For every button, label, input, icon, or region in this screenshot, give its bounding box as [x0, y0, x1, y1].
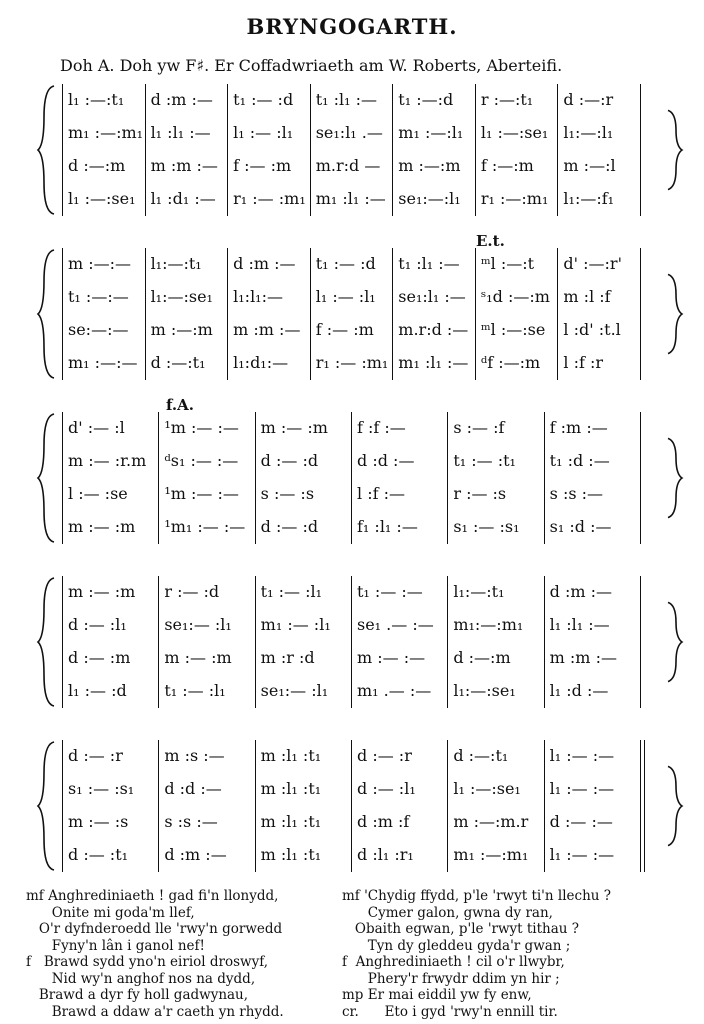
solfa-cell: r :— :s	[453, 484, 507, 503]
solfa-cell: l₁ :— :—	[549, 845, 615, 864]
solfa-cell: l₁ :d :—	[549, 681, 609, 700]
solfa-cell: ᵐl :—:se	[480, 320, 546, 339]
solfa-cell: l₁:—:l₁	[563, 123, 614, 142]
solfa-cell: m :— :m	[164, 648, 232, 667]
right-brace	[664, 84, 686, 216]
solfa-cell: se₁ .— :—	[357, 615, 434, 634]
solfa-cell: ᵈf :—:m	[480, 353, 541, 372]
key-and-dedication: Doh A. Doh yw F♯. Er Coffadwriaeth am W. Roberts, Aberteifi.	[60, 56, 563, 75]
solfa-cell: ˢ₁d :—:m	[480, 287, 550, 306]
solfa-cell: m :r :d	[260, 648, 315, 667]
solfa-cell: s :— :s	[260, 484, 315, 503]
hymn-title: BRYNGOGARTH.	[246, 14, 458, 39]
solfa-cell: l₁:—:se₁	[453, 681, 516, 700]
solfa-cell: d' :—:r'	[563, 254, 622, 273]
solfa-cell: m :— :m	[68, 517, 136, 536]
left-brace	[36, 740, 58, 872]
solfa-cell: d' :— :l	[68, 418, 125, 437]
solfa-cell: t₁ :l₁ :—	[315, 90, 378, 109]
solfa-cell: d :— :d	[260, 517, 319, 536]
solfa-cell: m :l₁ :t₁	[260, 812, 322, 831]
solfa-cell: m :— :m	[68, 582, 136, 601]
solfa-cell: d :m :—	[233, 254, 296, 273]
left-brace	[36, 248, 58, 380]
solfa-cell: f₁ :l₁ :—	[357, 517, 418, 536]
solfa-cell: m :l :f	[563, 287, 611, 306]
lyrics-right-column: mf 'Chydig ffydd, p'le 'rwyt ti'n llechu ? Cymer galon, gwna dy ran, Obaith egwan, p'le 'rwyt tithau ? Tyn dy gleddeu gyda'r gwan ; f Anghrediniaeth ! cil o'r llwybr, Phery'r frwydr ddim yn hir ; mp Er mai eiddil yw fy enw, cr. Eto i gyd 'rwy'n ennill tir.	[342, 888, 611, 1020]
solfa-cell: d :—:m	[68, 156, 126, 175]
solfa-cell: f :m :—	[549, 418, 608, 437]
solfa-cell: l₁:—:se₁	[150, 287, 213, 306]
solfa-cell: ¹m₁ :— :—	[164, 517, 246, 536]
solfa-cell: se₁:l₁ .—	[315, 123, 383, 142]
solfa-cell: l :f :—	[357, 484, 405, 503]
solfa-cell: m :—:m	[398, 156, 461, 175]
right-brace	[664, 576, 686, 708]
solfa-cell: m :l₁ :t₁	[260, 779, 322, 798]
solfa-cell: d :— :l₁	[357, 779, 416, 798]
solfa-cell: d :l₁ :r₁	[357, 845, 414, 864]
solfa-cell: m :— :r.m	[68, 451, 147, 470]
solfa-cell: f :—:m	[480, 156, 534, 175]
solfa-cell: s :— :f	[453, 418, 505, 437]
solfa-cell: m :m :—	[150, 156, 218, 175]
solfa-cell: m :—:m.r	[453, 812, 529, 831]
solfa-cell: f :— :m	[315, 320, 374, 339]
solfa-cell: s₁ :— :s₁	[68, 779, 135, 798]
solfa-cell: m₁ .— :—	[357, 681, 432, 700]
solfa-cell: ¹m :— :—	[164, 418, 239, 437]
solfa-cell: t₁ :— :l₁	[164, 681, 226, 700]
solfa-cell: l₁:—:t₁	[453, 582, 505, 601]
score-system	[10, 576, 690, 708]
solfa-cell: d :— :—	[549, 812, 613, 831]
solfa-cell: m₁:—:m₁	[453, 615, 524, 634]
solfa-cell: m :l₁ :t₁	[260, 845, 322, 864]
right-brace	[664, 412, 686, 544]
solfa-cell: l₁:—:f₁	[563, 189, 615, 208]
solfa-cell: d :— :d	[260, 451, 319, 470]
solfa-cell: f :— :m	[233, 156, 292, 175]
solfa-cell: m.r:d :—	[398, 320, 469, 339]
solfa-cell: m :—:—	[68, 254, 132, 273]
solfa-cell: l₁ :— :—	[549, 779, 615, 798]
solfa-cell: l :— :se	[68, 484, 128, 503]
solfa-cell: d :—:m	[453, 648, 511, 667]
solfa-cell: l₁ :— :—	[549, 746, 615, 765]
solfa-cell: m :s :—	[164, 746, 225, 765]
solfa-cell: r :— :d	[164, 582, 220, 601]
solfa-cell: d :—:t₁	[150, 353, 206, 372]
solfa-cell: m :m :—	[233, 320, 301, 339]
solfa-cell: m :— :s	[68, 812, 129, 831]
solfa-cell: m₁ :—:m₁	[68, 123, 144, 142]
solfa-cell: r₁ :— :m₁	[315, 353, 389, 372]
solfa-cell: ᵈs₁ :— :—	[164, 451, 239, 470]
solfa-cell: se₁:— :l₁	[164, 615, 232, 634]
score-system	[10, 412, 690, 544]
solfa-cell: t₁ :d :—	[549, 451, 610, 470]
solfa-cell: f :f :—	[357, 418, 406, 437]
solfa-cell: d :—:r	[563, 90, 614, 109]
end-bar-line	[640, 740, 641, 872]
solfa-cell: s₁ :— :s₁	[453, 517, 520, 536]
solfa-cell: d :m :—	[549, 582, 613, 601]
solfa-cell: l₁ :—:t₁	[68, 90, 125, 109]
solfa-cell: d :m :—	[150, 90, 213, 109]
solfa-cell: se₁:— :l₁	[260, 681, 329, 700]
solfa-cell: se₁:—:l₁	[398, 189, 461, 208]
solfa-cell: t₁ :— :l₁	[260, 582, 322, 601]
key-change-mark: E.t.	[476, 232, 505, 250]
solfa-cell: r₁ :—:m₁	[480, 189, 549, 208]
solfa-cell: l₁ :l₁ :—	[549, 615, 610, 634]
score-system	[10, 84, 690, 216]
solfa-cell: d :— :r	[68, 746, 123, 765]
solfa-cell: d :— :r	[357, 746, 412, 765]
solfa-cell: s₁ :d :—	[549, 517, 612, 536]
solfa-cell: m :—:l	[563, 156, 616, 175]
solfa-cell: d :d :—	[357, 451, 415, 470]
solfa-cell: r :—:t₁	[480, 90, 534, 109]
solfa-cell: m.r:d —	[315, 156, 381, 175]
solfa-cell: d :d :—	[164, 779, 222, 798]
end-bar-line	[640, 248, 641, 380]
solfa-cell: l₁:l₁:—	[233, 287, 283, 306]
solfa-cell: l₁ :—:se₁	[480, 123, 549, 142]
score-system	[10, 248, 690, 380]
solfa-cell: r₁ :— :m₁	[233, 189, 306, 208]
lyrics-left-column: mf Anghrediniaeth ! gad fi'n llonydd, Onite mi goda'm llef, O'r dyfnderoedd lle 'rwy'n gorwedd Fyny'n lân i ganol nef! f Brawd sydd yno'n eiriol droswyf, Nid wy'n anghof nos na dydd, Brawd a dyr fy holl gadwynau, Brawd a ddaw a'r caeth yn rhydd.	[26, 888, 284, 1020]
solfa-cell: m :—:m	[150, 320, 213, 339]
solfa-cell: l₁:—:t₁	[150, 254, 202, 273]
solfa-cell: s :s :—	[549, 484, 604, 503]
left-brace	[36, 576, 58, 708]
solfa-cell: t₁ :— :d	[315, 254, 376, 273]
solfa-cell: d :— :t₁	[68, 845, 129, 864]
solfa-cell: d :—:t₁	[453, 746, 509, 765]
solfa-cell: m :l₁ :t₁	[260, 746, 322, 765]
solfa-cell: l₁ :l₁ :—	[150, 123, 211, 142]
left-brace	[36, 84, 58, 216]
solfa-cell: t₁ :—:—	[68, 287, 129, 306]
score-system	[10, 740, 690, 872]
solfa-cell: m₁ :—:m₁	[453, 845, 529, 864]
solfa-cell: se:—:—	[68, 320, 129, 339]
end-bar-line	[640, 412, 641, 544]
solfa-cell: d :— :l₁	[68, 615, 127, 634]
solfa-cell: m₁ :l₁ :—	[315, 189, 386, 208]
solfa-cell: l₁ :— :l₁	[233, 123, 294, 142]
solfa-cell: l₁ :d₁ :—	[150, 189, 216, 208]
solfa-cell: l :f :r	[563, 353, 604, 372]
solfa-cell: t₁ :—:d	[398, 90, 454, 109]
solfa-cell: m₁ :—:—	[68, 353, 138, 372]
solfa-cell: ᵐl :—:t	[480, 254, 535, 273]
solfa-cell: l :d' :t.l	[563, 320, 621, 339]
solfa-cell: d :m :f	[357, 812, 410, 831]
solfa-cell: m₁ :— :l₁	[260, 615, 331, 634]
right-brace	[664, 248, 686, 380]
solfa-cell: l₁ :—:se₁	[68, 189, 136, 208]
solfa-cell: l₁ :— :d	[68, 681, 127, 700]
solfa-cell: t₁ :— :—	[357, 582, 423, 601]
solfa-cell: m :— :m	[260, 418, 328, 437]
solfa-cell: m₁ :l₁ :—	[398, 353, 469, 372]
end-bar-line	[640, 576, 641, 708]
solfa-cell: m :— :—	[357, 648, 426, 667]
solfa-cell: l₁ :— :l₁	[315, 287, 376, 306]
solfa-cell: m₁ :—:l₁	[398, 123, 464, 142]
solfa-cell: t₁ :— :d	[233, 90, 294, 109]
solfa-cell: s :s :—	[164, 812, 218, 831]
key-change-mark: f.A.	[166, 396, 195, 414]
left-brace	[36, 412, 58, 544]
solfa-cell: t₁ :— :t₁	[453, 451, 516, 470]
solfa-cell: t₁ :l₁ :—	[398, 254, 460, 273]
right-brace	[664, 740, 686, 872]
solfa-cell: l₁ :—:se₁	[453, 779, 521, 798]
end-bar-line	[640, 84, 641, 216]
solfa-cell: l₁:d₁:—	[233, 353, 289, 372]
solfa-cell: d :m :—	[164, 845, 227, 864]
solfa-cell: ¹m :— :—	[164, 484, 239, 503]
end-bar-line	[644, 740, 645, 872]
solfa-cell: d :— :m	[68, 648, 131, 667]
solfa-cell: m :m :—	[549, 648, 617, 667]
solfa-cell: se₁:l₁ :—	[398, 287, 466, 306]
